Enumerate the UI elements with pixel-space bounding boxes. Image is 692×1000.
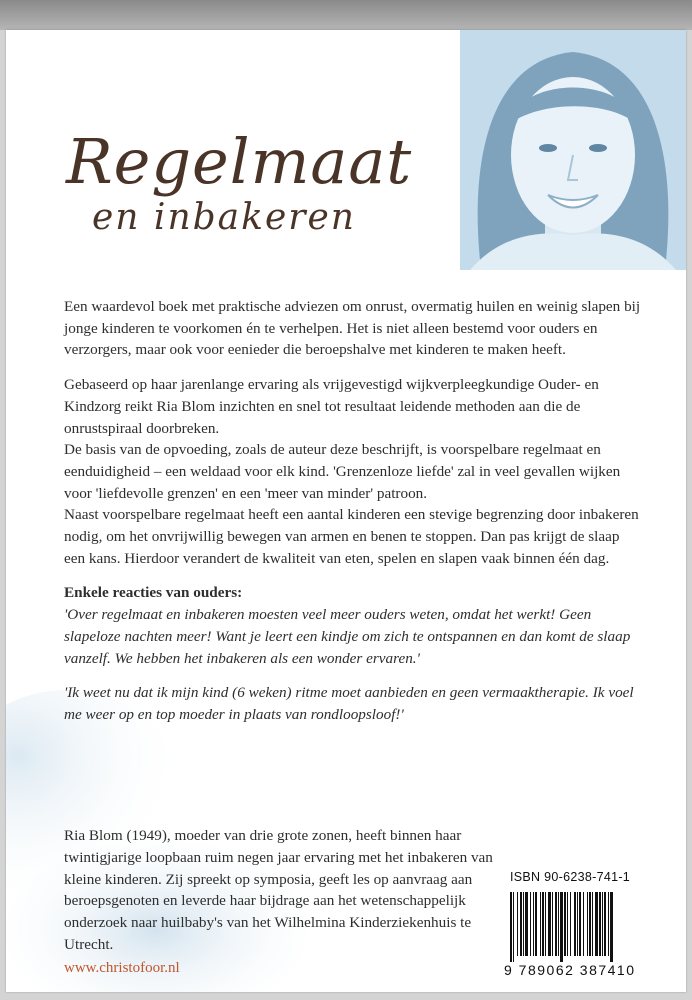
- barcode-bar: [513, 892, 514, 962]
- paragraph-swaddling: Naast voorspelbare regelmaat heeft een aantal kinderen een stevige begrenzing door inbakeren nodig, om het onvrijwillig bewegen van armen en benen te stoppen. Dan pas krijgt de slaap een kans. Hierdoor verandert de kwaliteit van eten, spelen en slapen vaak binnen één dag.: [64, 506, 639, 567]
- paragraph-experience: Gebaseerd op haar jarenlange ervaring als vrijgevestigd wijkverpleegkundige Ouder- en Kindzorg reikt Ria Blom inzichten en snel tot resultaat leidende methoden aan die de onrustspiraal doorbreken.: [64, 376, 599, 437]
- barcode-bar: [602, 892, 603, 956]
- title-line-1: Regelmaat: [66, 125, 413, 198]
- barcode-bar: [510, 892, 512, 962]
- isbn-label: ISBN 90-6238-741-1: [510, 870, 631, 884]
- barcode-bar: [552, 892, 553, 956]
- barcode-bar: [560, 892, 563, 962]
- barcode-bar: [533, 892, 534, 956]
- barcode-bar: [542, 892, 544, 956]
- barcode-bar: [583, 892, 584, 956]
- description-text: [64, 296, 644, 726]
- title-line-2: en inbakeren: [92, 197, 356, 239]
- barcode-bar: [570, 892, 571, 956]
- barcode-bar: [535, 892, 537, 956]
- barcode-bar: [610, 892, 613, 962]
- barcode-bar: [589, 892, 591, 956]
- barcode-bar: [599, 892, 601, 956]
- barcode-bar: [525, 892, 528, 956]
- barcode-bar: [523, 892, 524, 956]
- ean-number: 9 789062 387410: [504, 962, 636, 978]
- barcode-area: [504, 870, 662, 986]
- barcode-bar: [567, 892, 568, 956]
- book-top-edge: [0, 0, 692, 30]
- barcode-bar: [564, 892, 566, 956]
- book-back-cover: [6, 30, 686, 992]
- barcode-bar: [530, 892, 531, 956]
- book-title: [66, 125, 456, 239]
- paragraph-basis: De basis van de opvoeding, zoals de auteur deze beschrijft, is voorspelbare regelmaat en eenduidigheid – een weldaad voor elk kind. 'Grenzenloze liefde' zal in veel gevallen wijken voor 'liefdevolle grenzen' en een 'meer van minder' patroon.: [64, 441, 621, 502]
- parent-quote-1: 'Over regelmaat en inbakeren moesten veel meer ouders weten, omdat het werkt! Geen slapeloze nachten meer! Want je leert een kindje om zich te ontspannen en dan komt de slaap vanzelf. We hebben het inbakeren als een wonder ervaren.': [64, 606, 631, 667]
- barcode-bar: [555, 892, 557, 956]
- publisher-website: www.christofoor.nl: [64, 960, 180, 976]
- barcode-bar: [517, 892, 518, 956]
- barcode-bar: [604, 892, 606, 956]
- barcode-bar: [545, 892, 546, 956]
- reactions-heading: Enkele reacties van ouders:: [64, 584, 243, 602]
- barcode-bar: [595, 892, 598, 956]
- author-bio: Ria Blom (1949), moeder van drie grote zonen, heeft binnen haar twintigjarige loopbaan ruim negen jaar ervaring met het inbakeren van kleine kinderen. Zij spreekt op symposia, geeft les op aanvraag aan beroepsgenoten en leverde haar bijdrage aan het wetenschappelijk onderzoek naar huilbaby's van het Wilhelmina Kinderziekenhuis te Utrecht.: [64, 827, 493, 953]
- intro-paragraph: Een waardevol boek met praktische adviezen om onrust, overmatig huilen en weinig slapen bij jonge kinderen te voorkomen én te verhelpen. Het is niet alleen bestemd voor ouders en verzorgers, maar ook voor eenieder die beroepshalve met kinderen te maken heeft.: [64, 298, 641, 359]
- parent-quote-2: 'Ik weet nu dat ik mijn kind (6 weken) ritme moet aanbieden en geen vermaaktherapie. Ik voel me weer op en top moeder in plaats van rondloopsloof!': [64, 684, 634, 723]
- barcode: [510, 892, 656, 962]
- author-photo: [460, 30, 686, 270]
- barcode-bar: [587, 892, 588, 956]
- barcode-bar: [540, 892, 541, 956]
- barcode-bar: [548, 892, 551, 956]
- barcode-bar: [558, 892, 559, 956]
- barcode-bar: [577, 892, 578, 956]
- barcode-bar: [574, 892, 576, 956]
- barcode-bar: [592, 892, 593, 956]
- barcode-bar: [608, 892, 609, 956]
- barcode-bar: [579, 892, 581, 956]
- barcode-bar: [520, 892, 522, 956]
